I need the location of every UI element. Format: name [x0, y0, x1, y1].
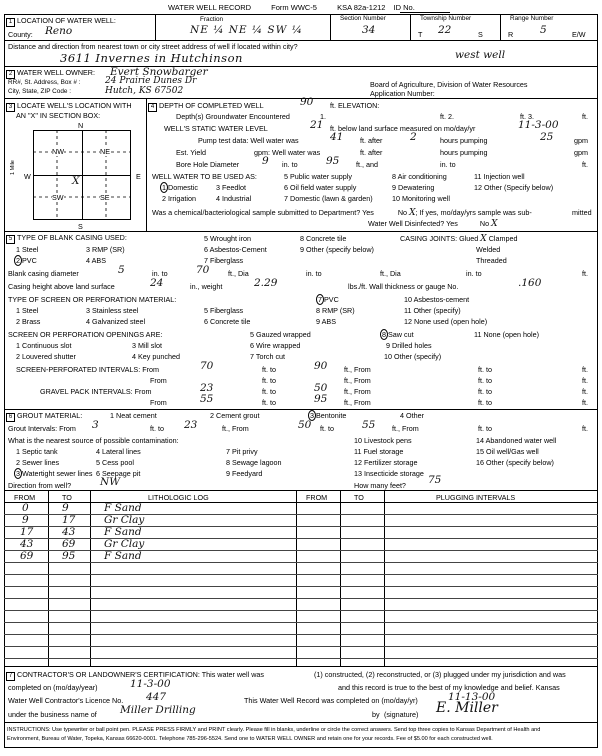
instructions-1: INSTRUCTIONS: Use typewriter or ball point pen. PLEASE PRESS FIRMLY and PRINT clearly. Please fill in blanks, underline or circle the correct answers. Send top three copies to Kansas Department of Health and	[7, 727, 541, 733]
ft-end-blank: ft.	[582, 269, 588, 278]
est-mid: gpm: Well water was	[254, 148, 321, 157]
township-t: T	[418, 30, 423, 39]
source-1: 1 Septic tank	[16, 447, 58, 456]
gravel-to: 50	[314, 382, 328, 394]
blank-diam-label: Blank casing diameter	[8, 269, 79, 278]
completed-label: completed on (mo/day/year)	[8, 683, 98, 692]
log-row-5-desc: F Sand	[104, 550, 142, 562]
instructions-2: Environment, Bureau of Water, Topeka, Kansas 66620-0001. Telephone 785-296-5524. Send one to WATER WELL OWNER and retain one for your records. Fee of $5.00 for each constructed well.	[7, 736, 493, 742]
howmany-label: How many feet?	[354, 481, 406, 490]
casing-5: 5 Wrought iron	[204, 234, 252, 243]
use-8: 8 Air conditioning	[392, 172, 447, 181]
grout-2: 2 Cement grout	[210, 411, 260, 420]
grout-from-2: 50	[298, 419, 312, 431]
casing-9: 9 Other (specify below)	[300, 245, 374, 254]
range-number-label: Range Number	[510, 15, 554, 22]
gravel-ft-end: ft.	[582, 387, 588, 396]
source-9: 9 Feedyard	[226, 469, 263, 478]
ft-dia-1: ft., Dia	[228, 269, 249, 278]
log-row-2-to: 17	[62, 514, 76, 526]
township-value: 22	[438, 24, 452, 36]
bore-and: ft., and	[356, 160, 378, 169]
grout-from: 3	[92, 419, 99, 431]
distance-label: Distance and direction from nearest town or city street address of well if located within city?	[8, 42, 298, 51]
gw-end: ft.	[582, 112, 588, 121]
ft-dia-2: ft., Dia	[380, 269, 401, 278]
section-grid-dashes	[33, 130, 131, 220]
bore-to: 95	[326, 155, 340, 167]
static-level-tail: ft. below land surface measured on mo/day/yr	[330, 124, 476, 133]
record-label: This Water Well Record was completed on (mo/day/yr)	[244, 696, 418, 705]
township-number-label: Township Number	[420, 15, 472, 22]
distance-value: 3611 Invernes in Hutchinson	[60, 51, 243, 65]
compass-w: W	[24, 172, 31, 181]
use-4: 4 Industrial	[216, 194, 252, 203]
address-value: 24 Prairie Dunes Dr	[105, 76, 197, 86]
threaded: Threaded	[476, 256, 507, 265]
s6-heading: 6 GROUT MATERIAL:	[6, 411, 82, 422]
mile-label: 1 Mile	[10, 160, 16, 175]
use-6: 6 Oil field water supply	[284, 183, 357, 192]
log-row-4-from: 43	[20, 538, 34, 550]
gravel-ft-to: ft. to	[262, 387, 276, 396]
mitted: mitted	[572, 208, 592, 217]
perf-ft-end: ft.	[582, 365, 588, 374]
license-value: 447	[146, 691, 167, 703]
chem-line: Was a chemical/bacteriological sample submitted to Department? Yes No X; If yes, mo/day/yrs sample was sub-	[152, 208, 532, 218]
pump-after: ft. after	[360, 136, 383, 145]
board-label: Board of Agriculture, Division of Water Resources	[370, 80, 528, 89]
grout-ft-to: ft. to	[150, 424, 164, 433]
perf-ft-to-2: ft. to	[478, 365, 492, 374]
application-number-label: Application Number:	[370, 89, 435, 98]
in-weight: in., weight	[190, 282, 223, 291]
screen-heading: TYPE OF SCREEN OR PERFORATION MATERIAL:	[8, 295, 177, 304]
log-header-to: TO	[62, 493, 72, 502]
casing-height: 24	[150, 277, 164, 289]
screen-9: 9 ABS	[316, 317, 336, 326]
location-mark: X	[72, 175, 80, 187]
quadrant-ne: NE	[100, 147, 110, 156]
grout-3: 3 Bentonite	[310, 411, 347, 420]
s5-heading: 5 TYPE OF BLANK CASING USED:	[6, 233, 127, 244]
compass-e: E	[136, 172, 141, 181]
log-row-4-desc: Gr Clay	[104, 538, 145, 550]
opening-1: 1 Continuous slot	[16, 341, 72, 350]
perf-ft-from: ft., From	[344, 365, 371, 374]
cert-options: (1) constructed, (2) reconstructed, or (3) plugged under my jurisdiction and was	[314, 670, 566, 679]
gravel-ft-from-2: ft., From	[344, 398, 371, 407]
gravel-ft-to-3: ft. to	[262, 398, 276, 407]
range-ew: E/W	[572, 30, 586, 39]
s4-depth-line: 4 DEPTH OF COMPLETED WELL	[148, 101, 264, 112]
opening-8: 8 Saw cut	[382, 330, 414, 339]
signature-label: (signature)	[384, 710, 419, 719]
direction-value: NW	[100, 476, 120, 488]
elevation-label: ft. ELEVATION:	[330, 101, 380, 110]
log-row-1-to: 9	[62, 502, 69, 514]
log-row-3-to: 43	[62, 526, 76, 538]
source-8: 8 Sewage lagoon	[226, 458, 282, 467]
log-row-5-to: 95	[62, 550, 76, 562]
in-to-3: in. to	[466, 269, 482, 278]
log-row-1-from: 0	[22, 502, 29, 514]
screen-7: 7 PVC	[318, 295, 339, 304]
screen-1: 1 Steel	[16, 306, 39, 315]
s3-heading2: AN "X" IN SECTION BOX:	[16, 111, 101, 120]
screen-12: 12 None used (open hole)	[404, 317, 488, 326]
est-tail: hours pumping	[440, 148, 488, 157]
blank-diam: 5	[118, 264, 125, 276]
log-row-1-desc: F Sand	[104, 502, 142, 514]
screen-5: 5 Fiberglass	[204, 306, 244, 315]
business-label: under the business name of	[8, 710, 97, 719]
pump-gpm: 25	[540, 131, 554, 143]
in-to-2: in. to	[306, 269, 322, 278]
form-number: Form WWC-5	[271, 3, 317, 12]
s7-cert-line: 7 CONTRACTOR'S OR LANDOWNER'S CERTIFICATION: This water well was	[6, 670, 264, 681]
source-5: 5 Cess pool	[96, 458, 134, 467]
casing-joints: CASING JOINTS: Glued X Clamped	[400, 234, 518, 244]
screen-10: 10 Asbestos-cement	[404, 295, 470, 304]
perf-ft-to-4: ft. to	[478, 376, 492, 385]
use-7: 7 Domestic (lawn & garden)	[284, 194, 373, 203]
perf-from-2: From	[150, 376, 167, 385]
est-yield-label: Est. Yield	[176, 148, 206, 157]
pump-hours: 2	[410, 131, 417, 143]
perf-ft-end-2: ft.	[582, 376, 588, 385]
log-row-2-desc: Gr Clay	[104, 514, 145, 526]
screen-6: 6 Concrete tile	[204, 317, 251, 326]
city-label: City, State, ZIP Code :	[8, 88, 71, 95]
true-tail: and this record is true to the best of my knowledge and belief. Kansas	[338, 683, 560, 692]
section-value: 34	[362, 24, 376, 36]
gravel-from-label-2: From	[150, 398, 167, 407]
gpm-2: gpm	[574, 148, 588, 157]
license-label: Water Well Contractor's Licence No.	[8, 696, 124, 705]
range-value: 5	[540, 24, 547, 36]
casing-height-label: Casing height above land surface	[8, 282, 115, 291]
source-3: 3 Watertight sewer lines	[16, 469, 93, 478]
perf-ft-to-3: ft. to	[262, 376, 276, 385]
log-header-from: FROM	[14, 493, 36, 502]
ksa-ref: KSA 82a-1212	[337, 3, 386, 12]
casing-4: 4 ABS	[86, 256, 106, 265]
completed-value: 11-3-00	[130, 678, 171, 690]
grout-1: 1 Neat cement	[110, 411, 157, 420]
section-number-label: Section Number	[340, 15, 386, 22]
pump-test-label: Pump test data: Well water was	[198, 136, 299, 145]
source-2: 2 Sewer lines	[16, 458, 60, 467]
quadrant-se: SE	[100, 193, 110, 202]
direction-label: Direction from well?	[8, 481, 72, 490]
form-title-line	[168, 3, 415, 12]
s2-heading: 2 WATER WELL OWNER:	[6, 68, 95, 79]
use-1: 1 Domestic	[162, 183, 198, 192]
openings-heading: SCREEN OR PERFORATION OPENINGS ARE:	[8, 330, 163, 339]
screen-11: 11 Other (specify)	[404, 306, 461, 315]
opening-6: 6 Wire wrapped	[250, 341, 301, 350]
distance-extra: west well	[455, 49, 506, 61]
source-7: 7 Pit privy	[226, 447, 258, 456]
plug-header-intervals: PLUGGING INTERVALS	[436, 493, 516, 502]
signature-value: E. Miller	[436, 700, 498, 716]
source-12: 12 Fertilizer storage	[354, 458, 418, 467]
gravel-ft-end-2: ft.	[582, 398, 588, 407]
opening-4: 4 Key punched	[132, 352, 180, 361]
static-level-label: WELL'S STATIC WATER LEVEL	[164, 124, 268, 133]
log-row-3-desc: F Sand	[104, 526, 142, 538]
id-no-label: ID No.	[393, 3, 415, 12]
grout-ft-from-2: ft., From	[392, 424, 419, 433]
casing-8: 8 Concrete tile	[300, 234, 347, 243]
gravel-ft-from: ft., From	[344, 387, 371, 396]
casing-3: 3 RMP (SR)	[86, 245, 125, 254]
log-row-3-from: 17	[20, 526, 34, 538]
perf-ft-from-2: ft., From	[344, 376, 371, 385]
gw-2: ft. 2.	[440, 112, 454, 121]
range-r: R	[508, 30, 514, 39]
weight: 2.29	[254, 277, 278, 289]
use-2: 2 Irrigation	[162, 194, 196, 203]
plug-header-from: FROM	[306, 493, 328, 502]
grout-ft-to-3: ft. to	[478, 424, 492, 433]
form-title: WATER WELL RECORD	[168, 3, 252, 12]
owner-value: Evert Snowbarger	[110, 66, 208, 78]
opening-10: 10 Other (specify)	[384, 352, 442, 361]
log-row-4-to: 69	[62, 538, 76, 550]
depth-value: 90	[300, 96, 314, 108]
source-10: 10 Livestock pens	[354, 436, 412, 445]
county-label: County:	[8, 30, 33, 39]
record-date: 11-13-00	[448, 691, 496, 703]
casing-2: 2 PVC	[16, 256, 37, 265]
opening-9: 9 Drilled holes	[386, 341, 432, 350]
bore-label: Bore Hole Diameter	[176, 160, 240, 169]
gravel-from-2: 55	[200, 393, 214, 405]
lbs-tail: lbs./ft. Wall thickness or gauge No.	[348, 282, 459, 291]
gravel-from: 23	[200, 382, 214, 394]
opening-5: 5 Gauzed wrapped	[250, 330, 311, 339]
casing-7: 7 Fiberglass	[204, 256, 244, 265]
grout-ft-to-2: ft. to	[320, 424, 334, 433]
gravel-ft-to-4: ft. to	[478, 398, 492, 407]
pump-value: 41	[330, 131, 344, 143]
plug-header-to: TO	[354, 493, 364, 502]
screen-4: 4 Galvanized steel	[86, 317, 146, 326]
use-10: 10 Monitoring well	[392, 194, 450, 203]
welded: Welded	[476, 245, 501, 254]
use-label: WELL WATER TO BE USED AS:	[152, 172, 257, 181]
groundwater-label: Depth(s) Groundwater Encountered	[176, 112, 290, 121]
business-value: Miller Drilling	[120, 704, 196, 716]
static-date: 11-3-00	[518, 119, 559, 131]
blank-to: 70	[196, 264, 210, 276]
bore-ft: ft.	[582, 160, 588, 169]
perf-label: SCREEN-PERFORATED INTERVALS: From	[16, 365, 159, 374]
use-5: 5 Public water supply	[284, 172, 352, 181]
source-label: What is the nearest source of possible contamination:	[8, 436, 179, 445]
source-4: 4 Lateral lines	[96, 447, 141, 456]
s1-heading: 1 LOCATION OF WATER WELL:	[6, 16, 116, 27]
use-3: 3 Feedlot	[216, 183, 246, 192]
fraction-value: NE ¼ NE ¼ SW ¼	[190, 24, 303, 36]
grout-intervals-label: Grout Intervals: From	[8, 424, 76, 433]
log-row-5-from: 69	[20, 550, 34, 562]
perf-ft-to: ft. to	[262, 365, 276, 374]
gauge: .160	[518, 277, 542, 289]
log-row-2-from: 9	[22, 514, 29, 526]
screen-3: 3 Stainless steel	[86, 306, 139, 315]
opening-3: 3 Mill slot	[132, 341, 162, 350]
grout-ft-end: ft.	[582, 424, 588, 433]
grout-to-2: 55	[362, 419, 376, 431]
howmany-value: 75	[428, 474, 442, 486]
screen-2: 2 Brass	[16, 317, 41, 326]
gw-3: ft. 3.	[520, 112, 534, 121]
compass-s: S	[78, 222, 83, 231]
disinfect-line: Water Well Disinfected? Yes No X	[368, 219, 498, 229]
opening-11: 11 None (open hole)	[474, 330, 540, 339]
gpm-1: gpm	[574, 136, 588, 145]
source-11: 11 Fuel storage	[354, 447, 404, 456]
source-13: 13 Insecticide storage	[354, 469, 424, 478]
bore-in2: in. to	[440, 160, 456, 169]
log-header-litho: LITHOLOGIC LOG	[148, 493, 209, 502]
form-frame	[4, 14, 598, 748]
grout-to: 23	[184, 419, 198, 431]
quadrant-sw: SW	[52, 193, 64, 202]
bore-value: 9	[262, 155, 269, 167]
opening-7: 7 Torch cut	[250, 352, 286, 361]
compass-n: N	[78, 121, 84, 130]
s3-heading: 3 LOCATE WELL'S LOCATION WITH	[6, 101, 132, 112]
gravel-ft-to-2: ft. to	[478, 387, 492, 396]
city-value: Hutch, KS 67502	[105, 86, 184, 96]
casing-6: 6 Asbestos-Cement	[204, 245, 267, 254]
pump-tail: hours pumping	[440, 136, 488, 145]
est-after: ft. after	[360, 148, 383, 157]
source-16: 16 Other (specify below)	[476, 458, 554, 467]
use-12: 12 Other (Specify below)	[474, 183, 554, 192]
bore-in: in. to	[282, 160, 298, 169]
source-15: 15 Oil well/Gas well	[476, 447, 539, 456]
county-value: Reno	[45, 25, 73, 37]
grout-4: 4 Other	[400, 411, 424, 420]
opening-2: 2 Louvered shutter	[16, 352, 76, 361]
static-level-value: 21	[310, 119, 324, 131]
use-11: 11 Injection well	[474, 172, 525, 181]
address-label: RR#, St. Address, Box # :	[8, 79, 81, 86]
blank-in-to: in. to	[152, 269, 168, 278]
source-6: 6 Seepage pit	[96, 469, 141, 478]
township-s: S	[478, 30, 483, 39]
gw-1: 1.	[320, 112, 326, 121]
perf-to: 90	[314, 360, 328, 372]
gravel-to-2: 95	[314, 393, 328, 405]
by-label: by	[372, 710, 380, 719]
screen-8: 8 RMP (SR)	[316, 306, 355, 315]
perf-from: 70	[200, 360, 214, 372]
fraction-label: Fraction	[200, 16, 224, 23]
grout-ft-from: ft., From	[222, 424, 249, 433]
casing-1: 1 Steel	[16, 245, 39, 254]
gravel-label: GRAVEL PACK INTERVALS: From	[40, 387, 152, 396]
source-14: 14 Abandoned water well	[476, 436, 557, 445]
quadrant-nw: NW	[52, 147, 64, 156]
use-9: 9 Dewatering	[392, 183, 435, 192]
